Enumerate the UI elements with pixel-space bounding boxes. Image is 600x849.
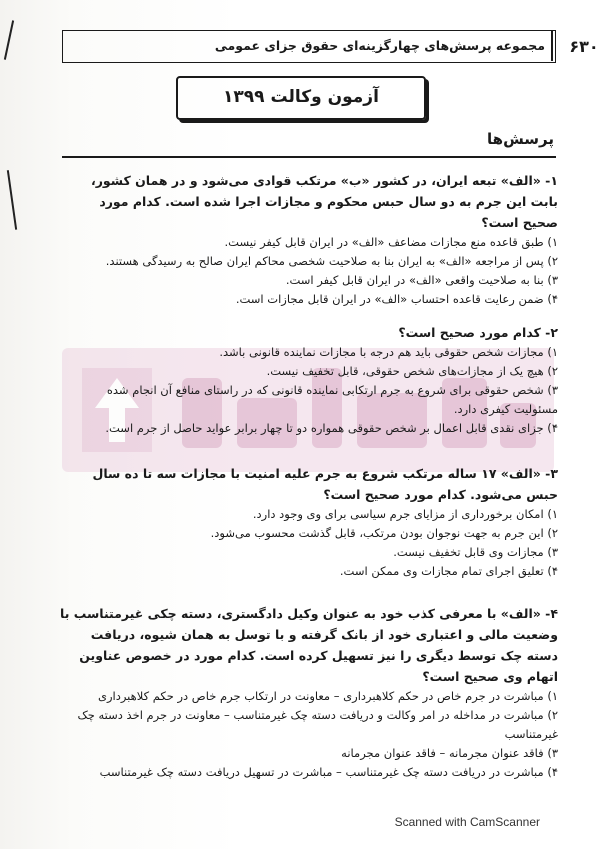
question-option: ۴) تعلیق اجرای تمام مجازات وی ممکن است. bbox=[339, 564, 558, 578]
exam-title-box bbox=[176, 76, 426, 120]
question-option: ۴) جزای نقدی قابل اعمال بر شخص حقوقی همواره دو تا چهار برابر عواید حاصل از جرم است. bbox=[105, 421, 558, 435]
book-title: مجموعه پرسش‌های چهارگزینه‌ای حقوق جزای عمومی bbox=[214, 38, 545, 53]
question-stem: ۱- «الف» تبعه ایران، در کشور «ب» مرتکب قوادی می‌شود و در همان کشور، بابت این جرم به دو سال حبس محکوم و مجازات اجرا شده است. کدام مورد صحیح است؟ bbox=[90, 173, 558, 230]
question-option: ۱) امکان برخورداری از مزایای جرم سیاسی برای وی وجود دارد. bbox=[252, 507, 558, 521]
header-divider bbox=[551, 31, 553, 61]
question-option: ۱) مجازات شخص حقوقی باید هم درجه با مجازات نماینده قانونی باشد. bbox=[219, 345, 558, 359]
question-option: ۱) طبق قاعده منع مجازات مضاعف «الف» در ایران قابل کیفر نیست. bbox=[224, 235, 558, 249]
question-3 bbox=[60, 463, 558, 581]
question-option: ۴) ضمن رعایت قاعده احتساب «الف» در ایران قابل مجازات است. bbox=[235, 292, 558, 306]
question-option: ۳) فاقد عنوان مجرمانه – فاقد عنوان مجرمانه bbox=[341, 746, 558, 760]
question-stem: ۴- «الف» با معرفی کذب خود به عنوان وکیل دادگستری، دسته چکی غیرمتناسب با وضعیت مالی و اعتباری خود از بانک گرفته و با توسل به همان شیوه، دریافت دسته چک توسط دیگری را نیز تسهیل کرده است. کدام مورد در خصوص عناوین اتهام وی صحیح است؟ bbox=[60, 606, 558, 684]
exam-title: آزمون وکالت ۱۳۹۹ bbox=[223, 87, 379, 107]
question-option: ۴) مباشرت در دریافت دسته چک غیرمتناسب – مباشرت در تسهیل دریافت دسته چک غیرمتناسب bbox=[99, 765, 558, 779]
question-stem: ۳- «الف» ۱۷ ساله مرتکب شروع به جرم علیه امنیت با مجازات سه تا ده سال حبس می‌شود. کدام مورد صحیح است؟ bbox=[92, 466, 558, 502]
question-option: ۲) هیچ یک از مجازات‌های شخص حقوقی، قابل تخفیف نیست. bbox=[266, 364, 558, 378]
question-option: ۳) مجازات وی قابل تخفیف نیست. bbox=[393, 545, 558, 559]
question-2 bbox=[60, 322, 558, 438]
question-4 bbox=[60, 603, 558, 782]
page-number: ۶۳۰ bbox=[569, 37, 599, 56]
scan-edge-marks bbox=[4, 20, 18, 240]
question-stem: ۲- کدام مورد صحیح است؟ bbox=[398, 325, 558, 340]
section-title: پرسش‌ها bbox=[487, 130, 554, 148]
question-option: ۲) مباشرت در مداخله در امر وکالت و دریافت دسته چک غیرمتناسب – معاونت در جرم اخذ دسته چک غیرمتناسب bbox=[77, 708, 558, 741]
page-header bbox=[62, 30, 599, 63]
section-divider bbox=[62, 156, 556, 158]
question-option: ۲) پس از مراجعه «الف» به ایران بنا به صلاحیت شخصی محاکم ایران صالح به رسیدگی هستند. bbox=[105, 254, 558, 268]
question-option: ۳) شخص حقوقی برای شروع به جرم ارتکابی نماینده قانونی که در راستای منافع آن انجام شده مسئولیت کیفری دارد. bbox=[106, 383, 558, 416]
question-option: ۲) این جرم به جهت نوجوان بودن مرتکب، قابل گذشت محسوب می‌شود. bbox=[210, 526, 558, 540]
scanner-watermark-text: Scanned with CamScanner bbox=[394, 815, 540, 829]
question-option: ۱) مباشرت در جرم خاص در حکم کلاهبرداری – معاونت در ارتکاب جرم خاص در حکم کلاهبرداری bbox=[97, 689, 558, 703]
question-option: ۳) بنا به صلاحیت واقعی «الف» در ایران قابل کیفر است. bbox=[285, 273, 558, 287]
question-1 bbox=[60, 170, 558, 309]
